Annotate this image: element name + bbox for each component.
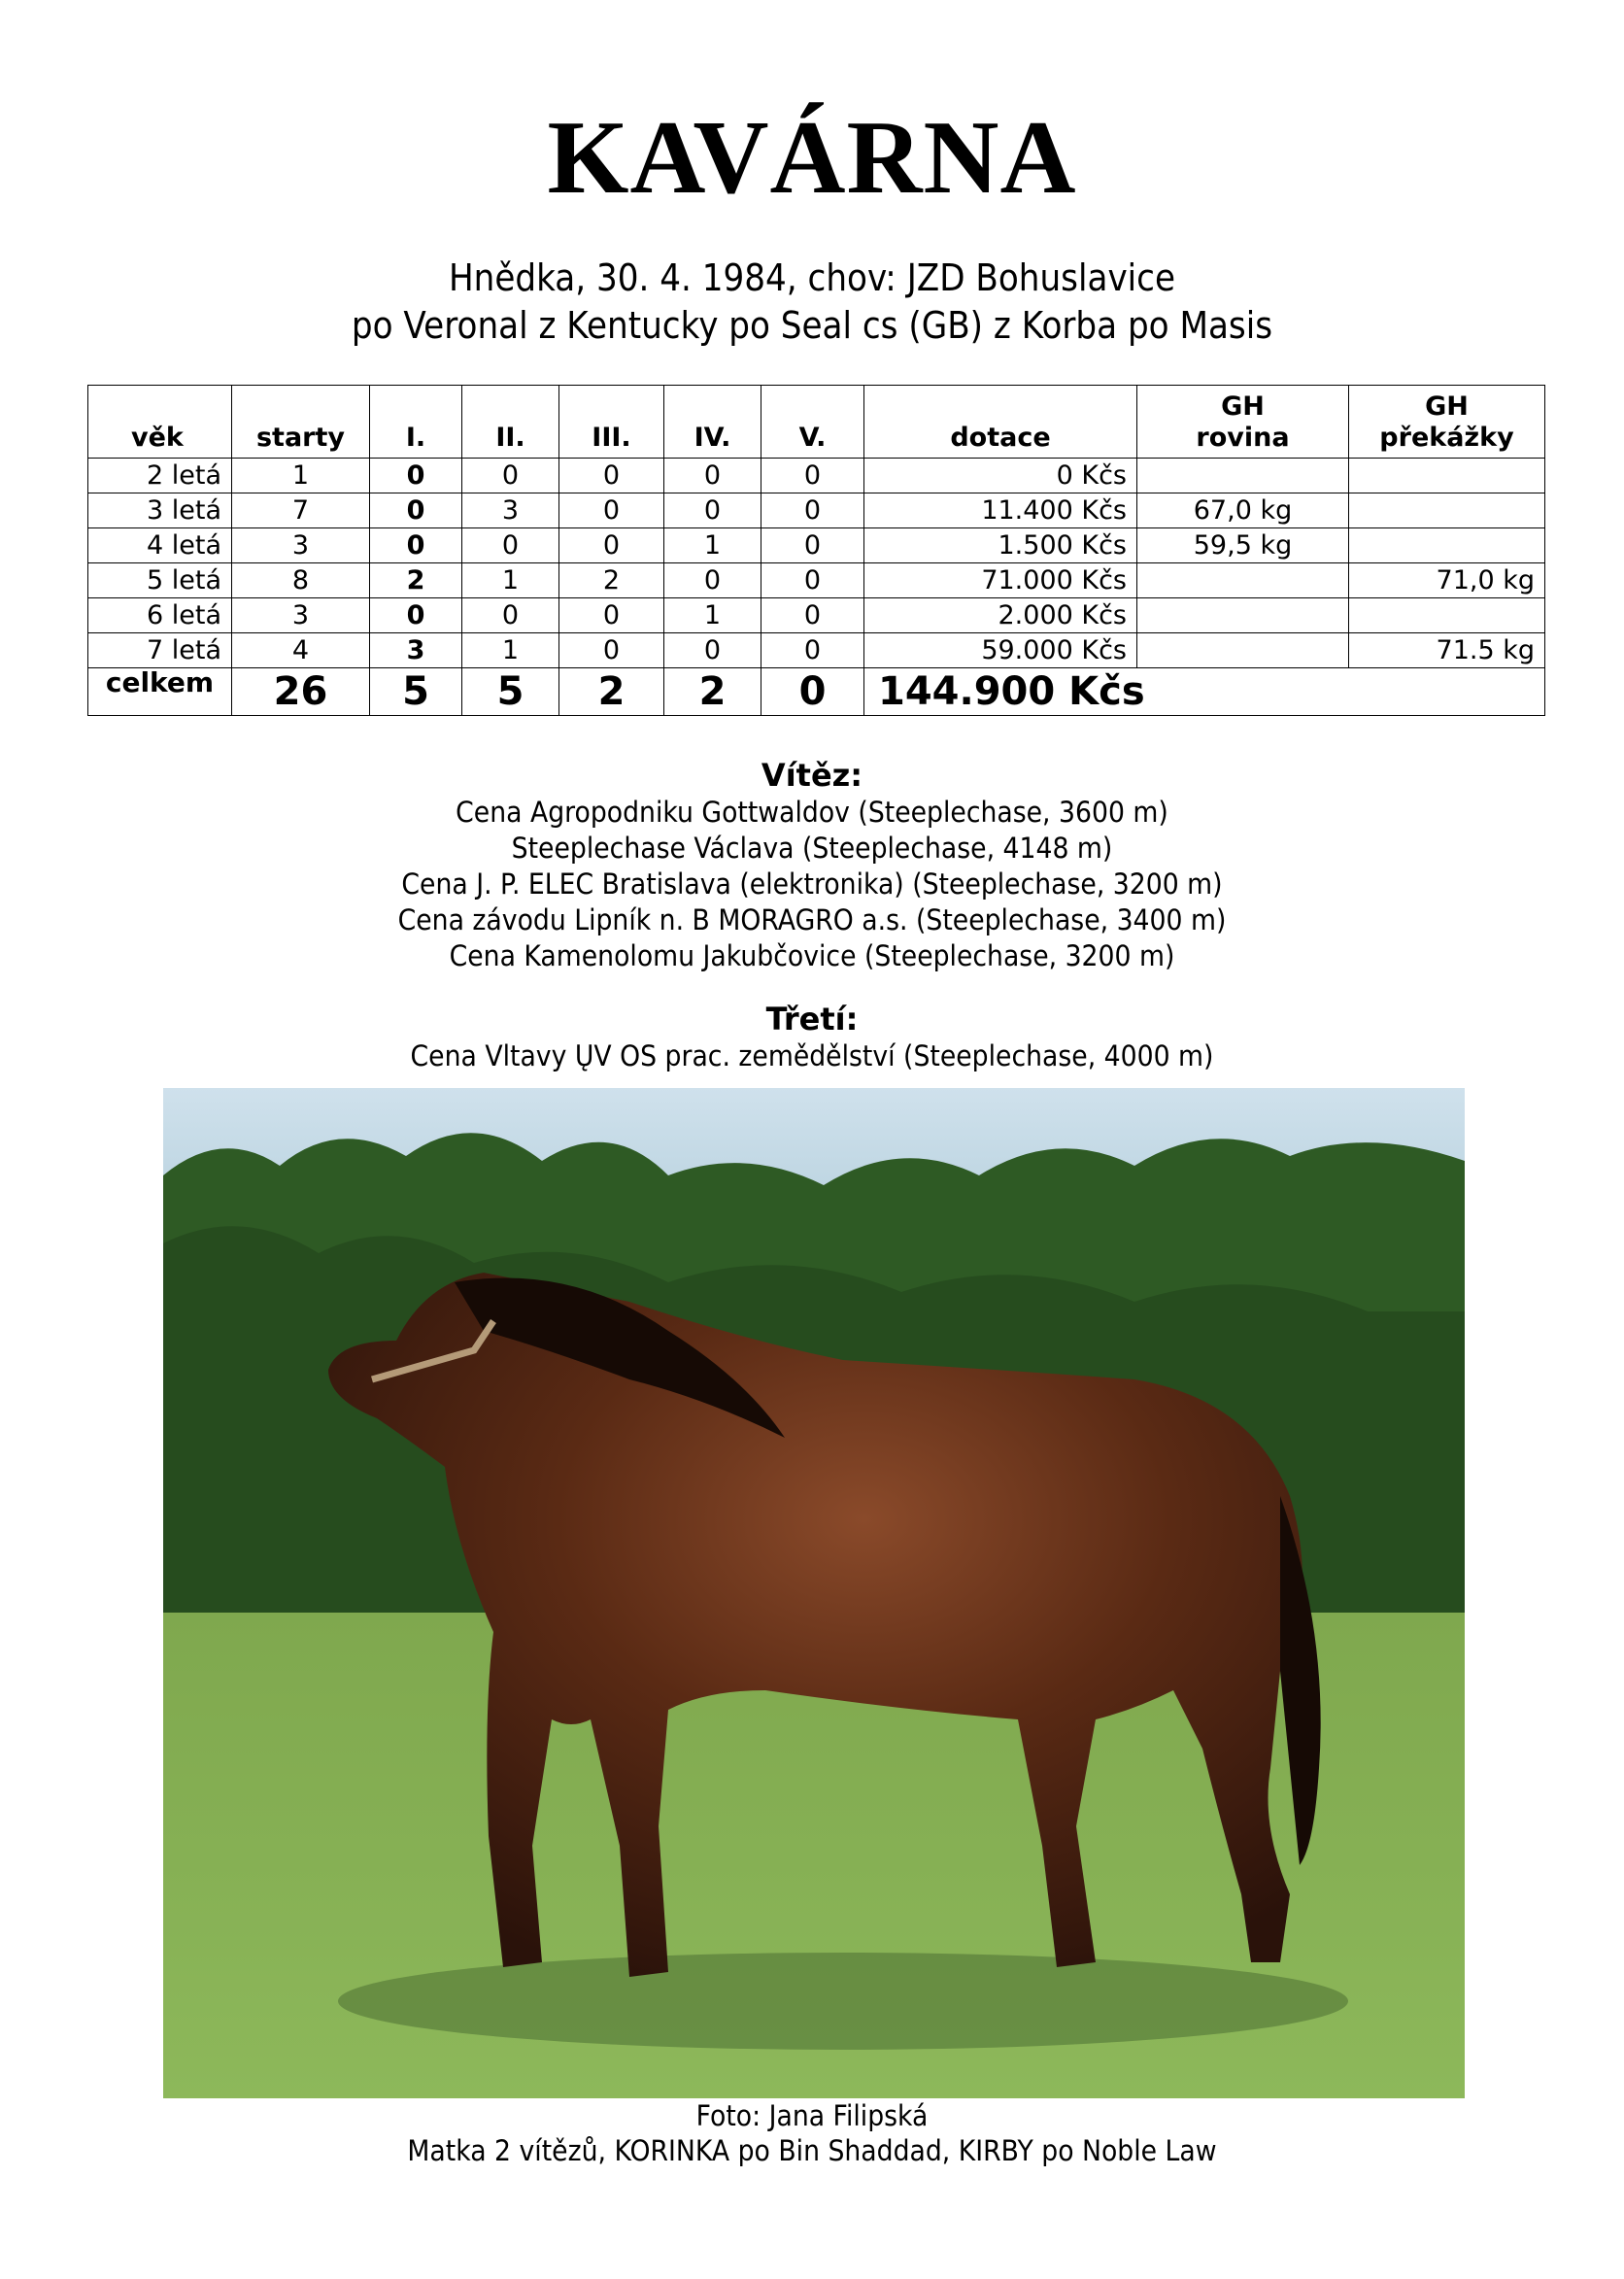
cell-third: 0 (559, 493, 664, 528)
cell-gh-rovina (1137, 563, 1349, 598)
col-header-second: II. (462, 386, 559, 459)
cell-second: 1 (462, 563, 559, 598)
cell-gh-rovina (1137, 633, 1349, 668)
cell-total-fourth: 2 (664, 668, 761, 716)
cell-dotace: 71.000 Kčs (864, 563, 1137, 598)
col-header-first: I. (370, 386, 462, 459)
cell-dotace: 11.400 Kčs (864, 493, 1137, 528)
cell-total-second: 5 (462, 668, 559, 716)
cell-vek: 4 letá (88, 528, 232, 563)
horse-photo (163, 1088, 1465, 2098)
col-header-gh-prekazky (1349, 386, 1545, 459)
cell-first: 0 (370, 493, 462, 528)
cell-gh-prekazky (1349, 493, 1545, 528)
cell-third: 0 (559, 459, 664, 493)
cell-gh-rovina (1137, 598, 1349, 633)
cell-third: 0 (559, 528, 664, 563)
cell-total-label: celkem (88, 668, 232, 716)
cell-fourth: 0 (664, 493, 761, 528)
cell-second: 1 (462, 633, 559, 668)
cell-fifth: 0 (761, 493, 864, 528)
cell-vek: 6 letá (88, 598, 232, 633)
table-header-row (88, 386, 1545, 459)
cell-second: 0 (462, 528, 559, 563)
cell-total-dotace: 144.900 Kčs (864, 668, 1545, 716)
cell-gh-prekazky (1349, 598, 1545, 633)
cell-second: 0 (462, 598, 559, 633)
cell-fifth: 0 (761, 563, 864, 598)
cell-gh-rovina: 67,0 kg (1137, 493, 1349, 528)
cell-starty: 8 (232, 563, 370, 598)
cell-gh-prekazky (1349, 459, 1545, 493)
cell-first: 2 (370, 563, 462, 598)
third-place-section (0, 1000, 1624, 1074)
cell-gh-prekazky: 71.5 kg (1349, 633, 1545, 668)
gh-prekazky-line2: překážky (1379, 423, 1514, 453)
table-row (88, 563, 1545, 598)
table-row (88, 598, 1545, 633)
cell-starty: 3 (232, 528, 370, 563)
cell-dotace: 59.000 Kčs (864, 633, 1137, 668)
cell-fifth: 0 (761, 598, 864, 633)
cell-total-fifth: 0 (761, 668, 864, 716)
cell-gh-prekazky (1349, 528, 1545, 563)
cell-gh-prekazky: 71,0 kg (1349, 563, 1545, 598)
cell-gh-rovina: 59,5 kg (1137, 528, 1349, 563)
cell-third: 0 (559, 598, 664, 633)
cell-first: 0 (370, 459, 462, 493)
cell-third: 2 (559, 563, 664, 598)
cell-fourth: 0 (664, 563, 761, 598)
cell-fifth: 0 (761, 528, 864, 563)
gh-prekazky-line1: GH (1425, 391, 1469, 422)
list-item: Steeplechase Václava (Steeplechase, 4148 m) (511, 832, 1113, 865)
table-row (88, 493, 1545, 528)
cell-total-first: 5 (370, 668, 462, 716)
cell-starty: 7 (232, 493, 370, 528)
gh-rovina-line1: GH (1221, 391, 1265, 422)
cell-vek: 5 letá (88, 563, 232, 598)
table-row (88, 459, 1545, 493)
cell-total-starty: 26 (232, 668, 370, 716)
cell-gh-rovina (1137, 459, 1349, 493)
cell-second: 0 (462, 459, 559, 493)
cell-dotace: 2.000 Kčs (864, 598, 1137, 633)
cell-starty: 4 (232, 633, 370, 668)
cell-fourth: 0 (664, 633, 761, 668)
horse-pedigree: po Veronal z Kentucky po Seal cs (GB) z Korba po Masis (351, 304, 1273, 347)
race-statistics-table (87, 385, 1545, 716)
cell-starty: 1 (232, 459, 370, 493)
col-header-fourth: IV. (664, 386, 761, 459)
photo-credit: Foto: Jana Filipská (695, 2099, 929, 2132)
cell-first: 0 (370, 528, 462, 563)
table-row (88, 633, 1545, 668)
gh-rovina-line2: rovina (1196, 423, 1290, 453)
third-heading: Třetí: (765, 1001, 859, 1037)
col-header-dotace: dotace (864, 386, 1137, 459)
list-item: Cena Agropodniku Gottwaldov (Steeplechase, 3600 m) (456, 796, 1168, 829)
cell-vek: 7 letá (88, 633, 232, 668)
cell-vek: 3 letá (88, 493, 232, 528)
table-row (88, 528, 1545, 563)
cell-dotace: 0 Kčs (864, 459, 1137, 493)
cell-dotace: 1.500 Kčs (864, 528, 1137, 563)
cell-third: 0 (559, 633, 664, 668)
cell-fourth: 1 (664, 528, 761, 563)
cell-first: 0 (370, 598, 462, 633)
list-item: Cena závodu Lipník n. B MORAGRO a.s. (Steeplechase, 3400 m) (397, 903, 1227, 936)
cell-fifth: 0 (761, 459, 864, 493)
list-item: Cena Kamenolomu Jakubčovice (Steeplechase, 3200 m) (449, 939, 1175, 972)
winner-races-section (0, 756, 1624, 974)
cell-first: 3 (370, 633, 462, 668)
cell-total-third: 2 (559, 668, 664, 716)
cell-fourth: 0 (664, 459, 761, 493)
dam-note: Matka 2 vítězů, KORINKA po Bin Shaddad, KIRBY po Noble Law (407, 2134, 1217, 2167)
cell-starty: 3 (232, 598, 370, 633)
horse-birth-info: Hnědka, 30. 4. 1984, chov: JZD Bohuslavice (448, 256, 1176, 299)
cell-second: 3 (462, 493, 559, 528)
list-item: Cena Vltavy ŲV OS prac. zemědělství (Steeplechase, 4000 m) (410, 1039, 1214, 1072)
horse-name-title: KAVÁRNA (547, 100, 1077, 216)
table-total-row (88, 668, 1545, 716)
col-header-vek: věk (88, 386, 232, 459)
col-header-fifth: V. (761, 386, 864, 459)
list-item: Cena J. P. ELEC Bratislava (elektronika) (Steeplechase, 3200 m) (401, 867, 1223, 901)
col-header-starty: starty (232, 386, 370, 459)
cell-fourth: 1 (664, 598, 761, 633)
winner-heading: Vítěz: (761, 757, 863, 794)
cell-vek: 2 letá (88, 459, 232, 493)
cell-fifth: 0 (761, 633, 864, 668)
col-header-gh-rovina (1137, 386, 1349, 459)
col-header-third: III. (559, 386, 664, 459)
